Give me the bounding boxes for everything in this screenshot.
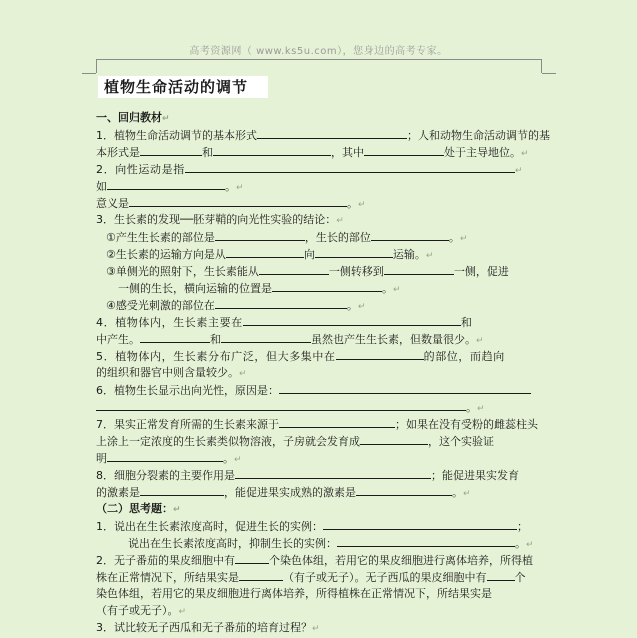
- t2-line-3: 染色体组，若用它的果皮细胞进行离体培养，所得植株在正常情况下，所结果实是: [96, 587, 492, 600]
- blank[interactable]: [221, 330, 311, 343]
- blank[interactable]: [243, 313, 461, 326]
- t1-line-2: 说出在生长素浓度高时，抑制生长的实例： 。↵: [96, 534, 542, 551]
- q3-item-3: ③单侧光的照射下，生长素能从 一侧转移到 一侧，促进: [96, 262, 542, 279]
- blank[interactable]: [215, 296, 347, 309]
- q4-line-2: 中产生。 和 虽然也产生生长素，但数量很少。↵: [96, 330, 542, 347]
- q2-line-2: 如 。↵: [96, 177, 542, 194]
- blank[interactable]: [235, 466, 431, 479]
- blank[interactable]: [239, 568, 283, 581]
- t2-line-1: 2．无子番茄的果皮细胞中有 个染色体组，若用它的果皮细胞进行离体培养，所得植: [96, 551, 542, 568]
- section-heading-1: 一、回归教材↵: [96, 111, 170, 124]
- q4-line-1: 4．植物体内，生长素主要在 和: [96, 313, 542, 330]
- document-title: 植物生命活动的调节: [98, 76, 268, 98]
- q7-line-1: 7．果实正常发育所需的生长素来源于 ；如果在没有受粉的雌蕊柱头: [96, 415, 542, 432]
- q3-item-2: ②生长素的运输方向是从 向 运输。↵: [96, 245, 542, 262]
- blank[interactable]: [257, 126, 407, 139]
- t2-line-2: 株在正常情况下，所结果实是 （有子或无子）。无子西瓜的果皮细胞中有 个: [96, 568, 542, 585]
- blank[interactable]: [226, 245, 304, 258]
- blank[interactable]: [364, 143, 444, 156]
- q7-line-3: 明 。↵: [96, 449, 542, 466]
- section-heading-2: （二）思考题：↵: [96, 502, 181, 515]
- crop-mark-right-v: [541, 59, 542, 73]
- page-header: 高考资源网（ www.ks5u.com），您身边的高考专家。: [189, 46, 448, 57]
- blank[interactable]: [259, 262, 329, 275]
- header-rule: [96, 59, 542, 60]
- blank[interactable]: [140, 330, 210, 343]
- q2-line-3: 意义是 。↵: [96, 194, 542, 211]
- blank[interactable]: [96, 398, 466, 411]
- blank[interactable]: [215, 228, 305, 241]
- q3-item-3-cont: 一侧的生长，横向运输的位置是 。↵: [96, 279, 542, 296]
- blank[interactable]: [337, 534, 515, 547]
- blank[interactable]: [336, 347, 424, 360]
- q7-line-2: 上涂上一定浓度的生长素类似物溶液，子房就会发育成 ，这个实验证: [96, 432, 542, 449]
- q3-item-1: ①产生生长素的部位是 ，生长的部位 。↵: [96, 228, 542, 245]
- document-body: [96, 109, 550, 636]
- blank[interactable]: [279, 381, 531, 394]
- q1-line-1: 1．植物生命活动调节的基本形式 ；人和动物生命活动调节的基: [96, 126, 542, 143]
- blank[interactable]: [272, 279, 382, 292]
- q2-line-1: 2．向性运动是指 ↵: [96, 160, 542, 177]
- blank[interactable]: [235, 551, 269, 564]
- q3-item-4: ④感受光刺激的部位在 。↵: [96, 296, 542, 313]
- blank[interactable]: [371, 228, 449, 241]
- blank[interactable]: [323, 517, 517, 530]
- blank[interactable]: [356, 483, 452, 496]
- q1-line-2: 本形式是 和 ，其中 处于主导地位。↵: [96, 143, 542, 160]
- blank[interactable]: [140, 483, 224, 496]
- q8-line-2: 的激素是 ，能促进果实成熟的激素是 。↵: [96, 483, 542, 500]
- blank[interactable]: [384, 262, 454, 275]
- q5-line-1: 5．植物体内，生长素分布广泛，但大多集中在 的部位，而趋向: [96, 347, 542, 364]
- q3-heading: 3．生长素的发现──胚芽鞘的向光性实验的结论：↵: [96, 213, 344, 226]
- crop-mark-left-h: [82, 73, 96, 74]
- q5-line-2: 的组织和器官中则含量较少。↵: [96, 366, 247, 379]
- blank[interactable]: [487, 568, 515, 581]
- blank[interactable]: [279, 415, 395, 428]
- blank[interactable]: [107, 449, 223, 462]
- q8-line-1: 8．细胞分裂素的主要作用是 ；能促进果实发育: [96, 466, 542, 483]
- blank[interactable]: [129, 194, 347, 207]
- q6-line-1: 6．植物生长显示出向光性，原因是：: [96, 381, 542, 398]
- t3-line-1: 3．试比较无子西瓜和无子番茄的培育过程？↵: [96, 621, 320, 634]
- blank[interactable]: [107, 177, 225, 190]
- q6-line-2: 。↵: [96, 398, 542, 415]
- blank[interactable]: [140, 143, 202, 156]
- blank[interactable]: [360, 432, 428, 445]
- t2-line-4: （有子或无子）。↵: [96, 604, 187, 617]
- crop-mark-right-h: [542, 73, 556, 74]
- blank[interactable]: [315, 245, 393, 258]
- t1-line-1: 1．说出在生长素浓度高时，促进生长的实例： ；: [96, 517, 542, 534]
- crop-mark-left-v: [96, 59, 97, 73]
- blank[interactable]: [213, 143, 331, 156]
- blank[interactable]: [185, 160, 515, 173]
